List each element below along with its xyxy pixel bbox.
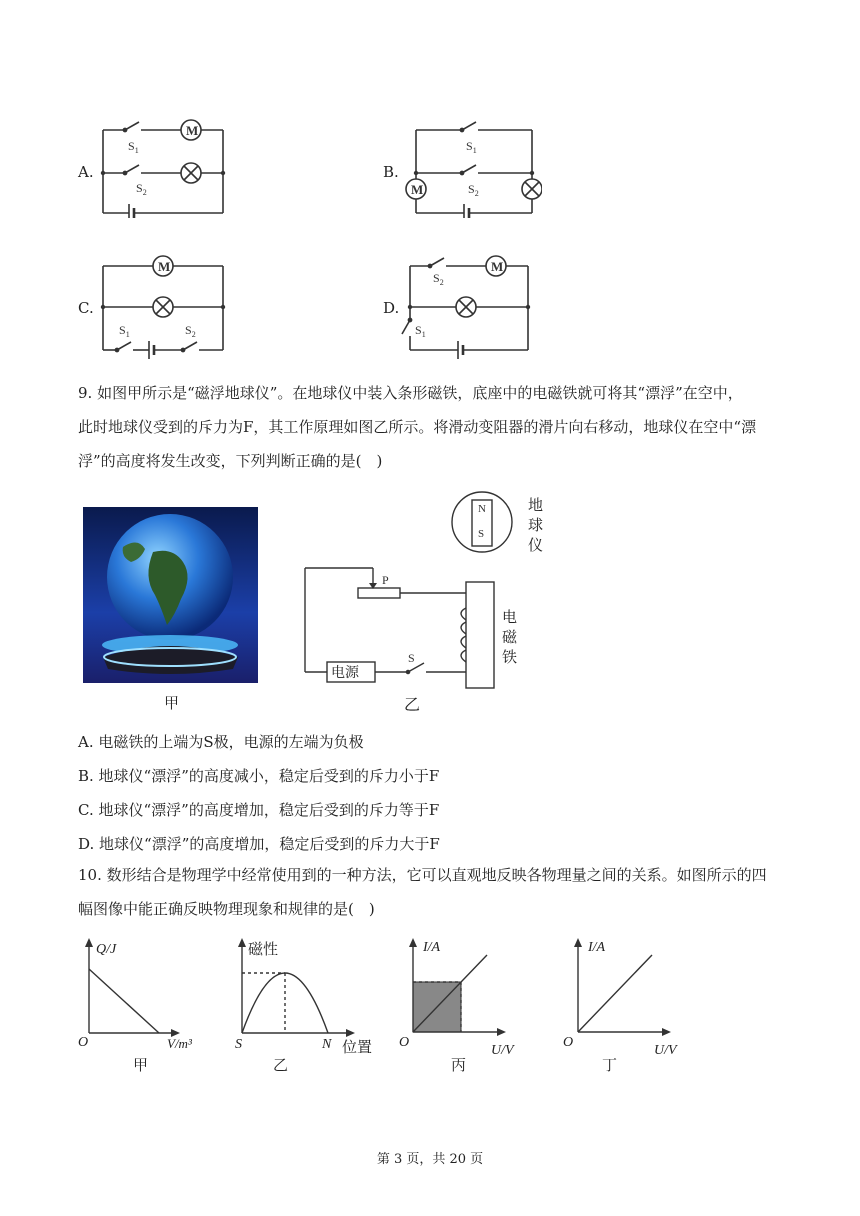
globe-label-2: 球 <box>528 518 544 534</box>
svg-text:S1: $S_1$ <box>466 139 477 155</box>
graph-ding-origin: O <box>563 1035 574 1050</box>
electromagnet-label-3: 铁 <box>502 650 518 666</box>
motor-d-symbol: M <box>491 259 504 274</box>
circuit-d-diagram <box>400 254 540 359</box>
graph-jia-ylabel: Q/J <box>96 942 117 957</box>
graph-yi-caption: 乙 <box>273 1058 289 1074</box>
graph-jia-xlabel: V/m³ <box>167 1036 192 1051</box>
magnet-s-label: S <box>478 528 485 540</box>
globe-photo <box>83 507 258 683</box>
globe-label-3: 仪 <box>528 538 544 554</box>
graph-yi-xlabel: 位置 <box>342 1040 373 1056</box>
option-a-label: A. <box>78 163 94 181</box>
circuit-b-diagram <box>402 118 542 218</box>
electromagnet-label-2: 磁 <box>502 630 518 646</box>
circuit-a-diagram <box>95 118 235 218</box>
svg-text:S1: $S_1$ <box>415 323 426 339</box>
magnet-n-label: N <box>478 503 486 515</box>
motor-a-symbol: M <box>186 123 199 138</box>
q9-option-d: D. 地球仪“漂浮”的高度增加，稳定后受到的斥力大于F <box>78 835 440 853</box>
graph-bing <box>395 935 535 1075</box>
q10-line-2: 幅图像中能正确反映物理现象和规律的是( ) <box>78 900 375 918</box>
graph-yi-end: N <box>322 1037 332 1052</box>
graph-yi-origin: S <box>235 1037 242 1052</box>
graph-yi <box>228 935 388 1075</box>
figure-yi-caption: 乙 <box>404 695 421 714</box>
q9-line-3: 浮”的高度将发生改变，下列判断正确的是( ) <box>78 452 383 470</box>
q9-option-c: C. 地球仪“漂浮”的高度增加，稳定后受到的斥力等于F <box>78 801 440 819</box>
switch-s-label: S <box>408 651 415 665</box>
svg-text:S2: $S_2$ <box>185 323 196 339</box>
option-b-label: B. <box>383 163 399 181</box>
globe-label-1: 地 <box>528 498 544 514</box>
electromagnet-circuit-diagram <box>300 490 560 690</box>
q9-option-a: A. 电磁铁的上端为S极，电源的左端为负极 <box>78 733 364 751</box>
motor-c-symbol: M <box>158 259 171 274</box>
graph-bing-caption: 丙 <box>451 1058 467 1074</box>
graph-bing-xlabel: U/V <box>491 1043 514 1058</box>
svg-text:S2: $S_2$ <box>468 182 479 198</box>
svg-text:S1: $S_1$ <box>128 139 139 155</box>
option-c-label: C. <box>78 299 94 317</box>
graph-jia <box>75 935 225 1075</box>
q10-line-1: 10. 数形结合是物理学中经常使用到的一种方法，它可以直观地反映各物理量之间的关系。如图所示的四 <box>78 866 767 884</box>
graph-ding-xlabel: U/V <box>654 1043 677 1058</box>
svg-text:S1: $S_1$ <box>119 323 130 339</box>
graph-bing-origin: O <box>399 1035 410 1050</box>
graph-bing-ylabel: I/A <box>423 940 441 955</box>
power-source-label: 电源 <box>331 666 359 681</box>
q9-line-1: 9. 如图甲所示是“磁浮地球仪”。在地球仪中装入条形磁铁，底座中的电磁铁就可将其“漂浮”在空中， <box>78 384 743 402</box>
slider-p-label: P <box>382 573 389 587</box>
graph-ding-caption: 丁 <box>602 1058 618 1074</box>
motor-b-symbol: M <box>411 182 424 197</box>
graph-ding <box>560 935 700 1075</box>
option-d-label: D. <box>383 299 400 317</box>
graph-yi-ylabel: 磁性 <box>248 942 279 958</box>
svg-text:S2: $S_2$ <box>433 271 444 287</box>
svg-text:S2: $S_2$ <box>136 181 147 197</box>
electromagnet-label-1: 电 <box>502 610 518 626</box>
graph-ding-ylabel: I/A <box>588 940 606 955</box>
q9-option-b: B. 地球仪“漂浮”的高度减小，稳定后受到的斥力小于F <box>78 767 440 785</box>
circuit-c-diagram <box>95 254 235 359</box>
graph-jia-origin: O <box>78 1035 89 1050</box>
page-footer: 第 3 页，共 20 页 <box>376 1152 484 1167</box>
graph-jia-caption: 甲 <box>133 1058 149 1074</box>
q9-line-2: 此时地球仪受到的斥力为F，其工作原理如图乙所示。将滑动变阻器的滑片向右移动，地球仪在空中“漂 <box>78 418 757 436</box>
figure-jia-caption: 甲 <box>164 694 180 712</box>
